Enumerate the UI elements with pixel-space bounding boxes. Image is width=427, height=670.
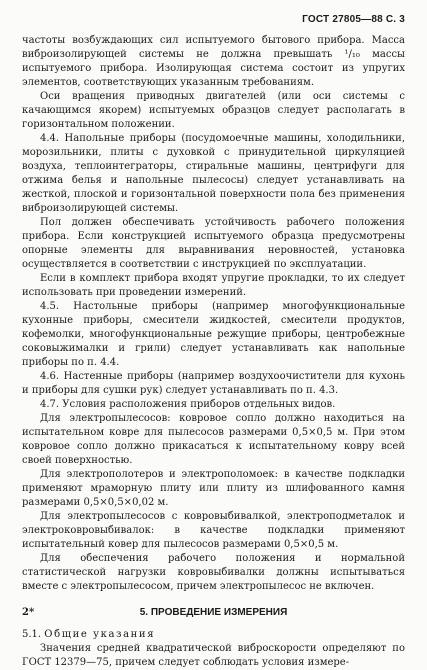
paragraph: 4.7. Условия расположения приборов отдельных видов. [40,399,336,410]
paragraph: Оси вращения приводных двигателей (или оси системы с качающимся якорем) испытуемых образцов следует располагать в горизонтальном положении. [22,91,405,130]
paragraph: 4.4. Напольные приборы (посудомоечные машины, холодильники, морозильники, плиты с духовкой с принудительной циркуляцией воздуха, теплоинтеграторы, стиральные машины, центрифуги для отжима белья и напольные пылесосы) следует устанавливать на жесткой, плоской и горизонтальной поверхности пола без применения виброизолирующей системы. [22,133,405,214]
page-header: ГОСТ 27805—88 С. 3 [302,14,405,25]
section-title: 5. ПРОВЕДЕНИЕ ИЗМЕРЕНИЯ [139,607,288,618]
paragraph: Пол должен обеспечивать устойчивость рабочего положения прибора. Если конструкцией испытуемого образца предусмотрены опорные элементы для выравнивания неровностей, установка осуществляется в соответствии с инструкцией по эксплуатации. [22,217,405,270]
paragraph: 4.5. Настольные приборы (например многофункциональные кухонные приборы, смесители жидкостей, смесители продуктов, кофемолки, многофункциональные режущие приборы, центробежные соковыжималки и грили) следует устанавливать как напольные приборы по п. 4.4. [22,301,405,368]
paragraph: Для электропылесосов: ковровое сопло должно находиться на испытательном ковре для пылесосов размерами 0,5×0,5 м. При этом ковровое сопло должно прикасаться к испытательному ковру всей своей поверхностью. [22,413,405,466]
page-footer-mark: 2* [22,607,35,618]
paragraph: Если в комплект прибора входят упругие прокладки, то их следует использовать при проведении измерений. [22,273,405,298]
subsection-title: Общие указания [44,629,156,640]
paragraph: частоты возбуждающих сил испытуемого бытового прибора. Масса виброизолирующей системы не должна превышать ¹/₁₀ массы испытуемого прибора. Изолирующая система состоит из упругих элементов, соответствующих указанным требованиям. [22,35,405,88]
paragraph: Для электрополотеров и электрополомоек: в качестве подкладки применяют мраморную плиту или плиту из шлифованного камня размерами 0,5×0,5×0,02 м. [22,469,405,508]
document-body [22,34,405,670]
paragraph: Для электропылесосов с ковровыбивалкой, электроподметалок и электроковровыбивалок: в качестве подкладки применяют испытательный ковер для пылесосов размерами 0,5×0,5 м. [22,511,405,550]
subsection-number: 5.1. [22,629,42,640]
paragraph: Значения средней квадратической виброскорости определяют по ГОСТ 12379—75, причем следует соблюдать условия измере- [22,643,405,668]
paragraph: Для обеспечения рабочего положения и нормальной статистической нагрузки ковровыбивалки должны испытываться вместе с электропылесосом, причем электропылесос не включен. [22,553,405,592]
paragraph: 4.6. Настенные приборы (например воздухоочистители для кухонь и приборы для сушки рук) следует устанавливать по п. 4.3. [22,371,405,396]
subsection-heading [22,628,405,642]
